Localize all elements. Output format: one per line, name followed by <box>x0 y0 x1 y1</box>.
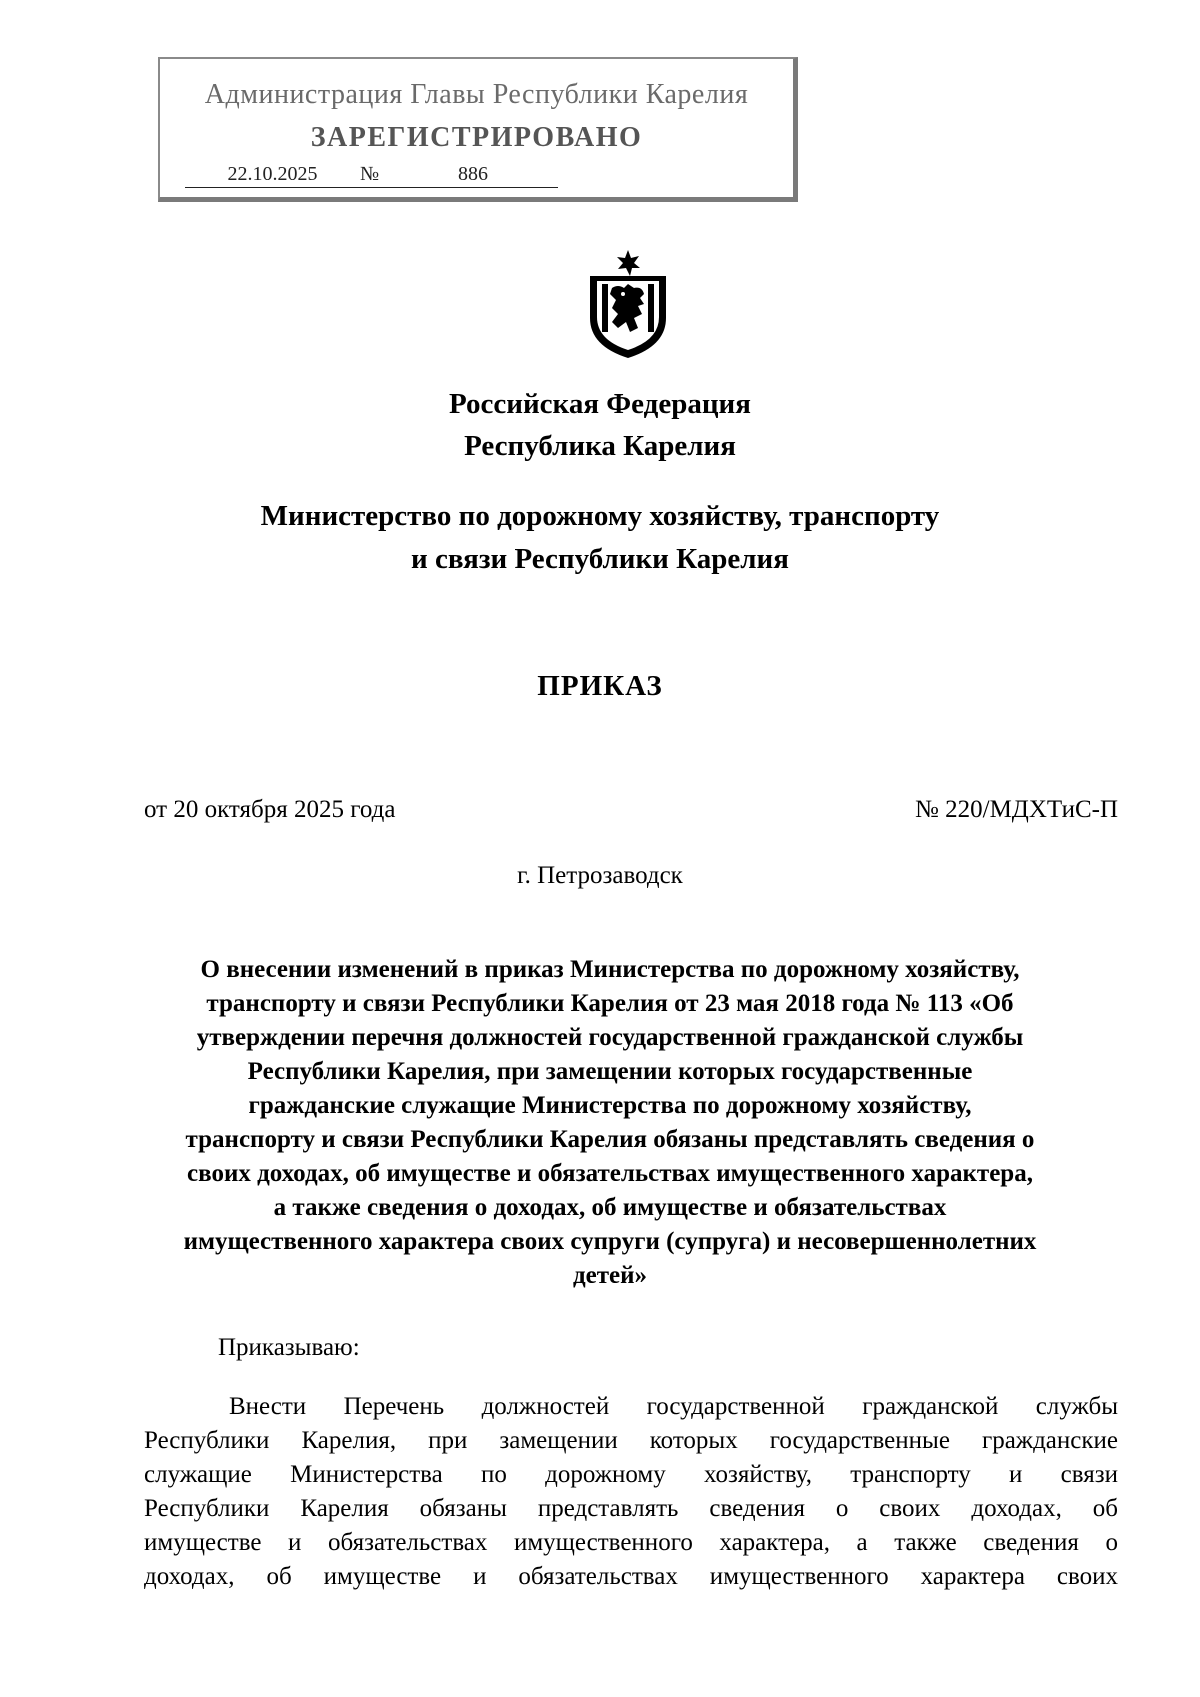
body-line: Республики Карелия обязаны представлять сведения о своих доходах, об <box>144 1495 1118 1522</box>
body-line: имуществе и обязательствах имущественного характера, а также сведения о <box>144 1529 1118 1556</box>
title-line: транспорту и связи Республики Карелия обязаны представлять сведения о <box>185 1126 1035 1153</box>
stamp-number: 886 <box>388 163 558 188</box>
stamp-date: 22.10.2025 <box>185 163 360 188</box>
order-title <box>130 953 1090 1293</box>
stamp-organization: Администрация Главы Республики Карелия <box>204 79 749 110</box>
body-line: Республики Карелия, при замещении которых государственные гражданские <box>144 1427 1118 1454</box>
republic-heading: Республика Карелия <box>464 430 736 462</box>
ministry-heading-line1: Министерство по дорожному хозяйству, транспорту <box>260 500 940 532</box>
title-line: транспорту и связи Республики Карелия от 23 мая 2018 года № 113 «Об <box>206 990 1014 1017</box>
title-line: О внесении изменений в приказ Министерства по дорожному хозяйству, <box>200 956 1020 983</box>
ministry-heading-line2: и связи Республики Карелия <box>411 543 789 575</box>
registration-stamp <box>158 57 798 202</box>
title-line: утверждении перечня должностей государственной гражданской службы <box>196 1024 1024 1051</box>
coat-of-arms-icon <box>582 248 674 360</box>
order-date: от 20 октября 2025 года <box>144 796 396 823</box>
body-line: Внести Перечень должностей государственной гражданской службы <box>229 1393 1118 1420</box>
title-line: своих доходах, об имуществе и обязательствах имущественного характера, <box>187 1160 1033 1187</box>
country-heading: Российская Федерация <box>449 388 751 420</box>
title-line: имущественного характера своих супруги (супруга) и несовершеннолетних <box>183 1228 1037 1255</box>
order-number: № 220/МДХТиС-П <box>915 796 1118 823</box>
body-line: служащие Министерства по дорожному хозяйству, транспорту и связи <box>144 1461 1118 1488</box>
body-paragraph <box>144 1390 1118 1594</box>
title-line: Республики Карелия, при замещении которых государственные <box>247 1058 973 1085</box>
stamp-status: ЗАРЕГИСТРИРОВАНО <box>310 122 643 153</box>
body-line: доходах, об имуществе и обязательствах имущественного характера своих <box>144 1563 1118 1590</box>
stamp-number-label: № <box>360 163 388 188</box>
title-line: детей» <box>572 1262 648 1289</box>
title-line: а также сведения о доходах, об имуществе и обязательствах <box>273 1194 947 1221</box>
document-type-heading: ПРИКАЗ <box>537 670 663 702</box>
title-line: гражданские служащие Министерства по дорожному хозяйству, <box>248 1092 972 1119</box>
decree-word: Приказываю: <box>218 1334 360 1361</box>
order-city: г. Петрозаводск <box>517 862 683 889</box>
